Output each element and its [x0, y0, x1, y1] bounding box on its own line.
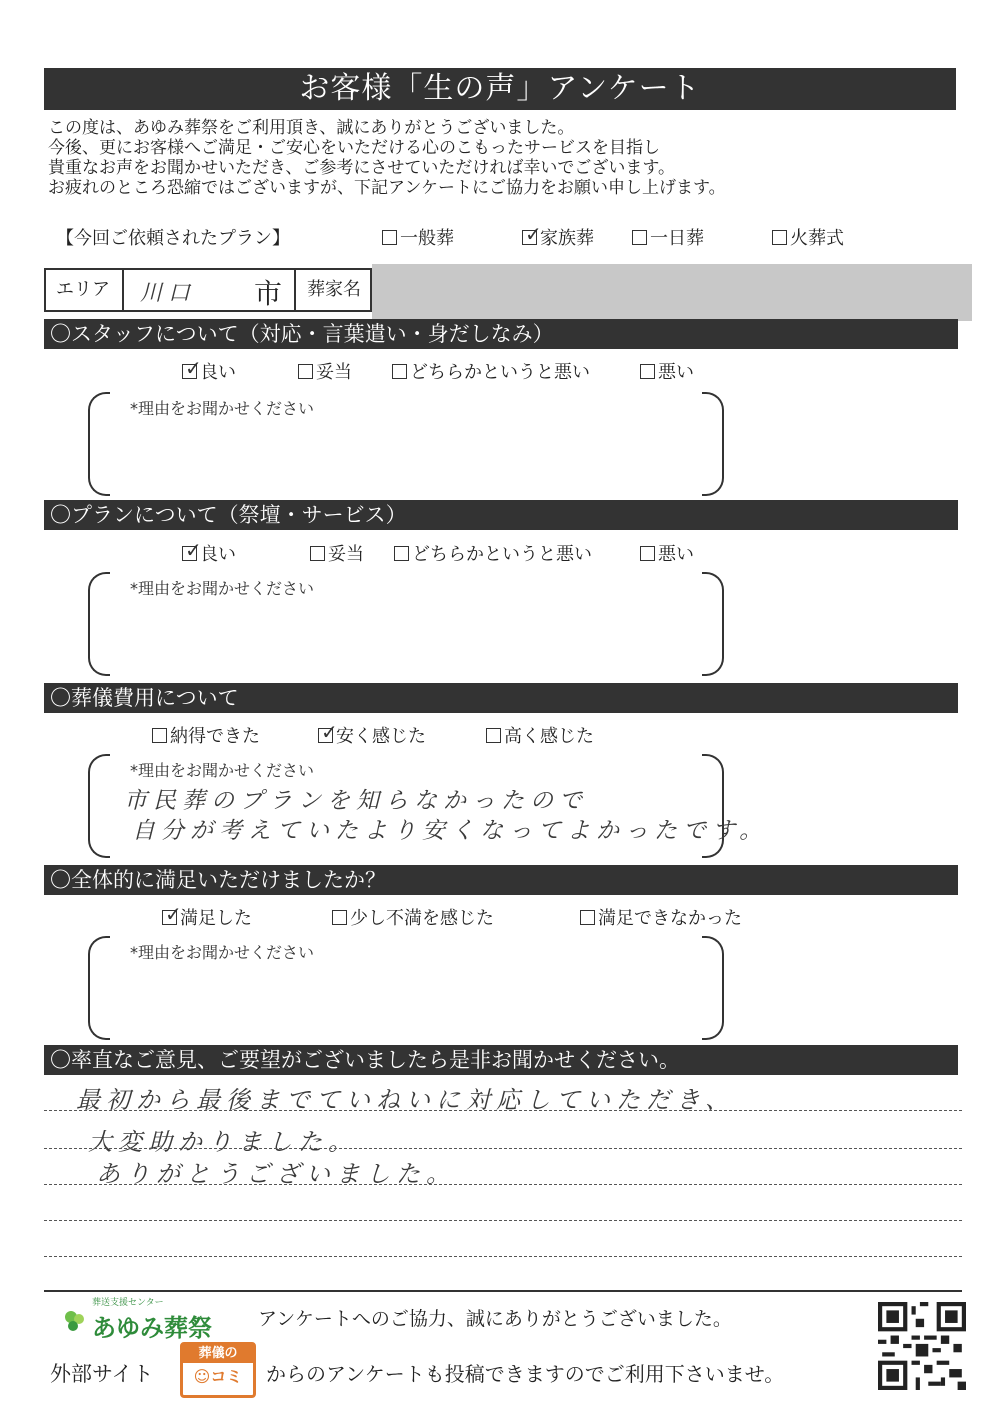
reason-box-right — [702, 392, 724, 496]
feedback-section-heading: 〇率直なご意見、ご要望がございましたら是非お聞かせください。 — [44, 1045, 958, 1075]
checkbox[interactable] — [310, 546, 325, 561]
plan-option-cremation[interactable] — [772, 224, 844, 250]
external-site-label: 外部サイト — [50, 1362, 154, 1386]
option-label: 納得できた — [170, 726, 260, 747]
option-label: 火葬式 — [790, 228, 844, 249]
badge-top-text: 葬儀の — [183, 1345, 253, 1363]
dotted-line — [44, 1184, 962, 1185]
survey-title: お客様「生の声」アンケート — [44, 68, 956, 110]
checkbox[interactable] — [392, 364, 407, 379]
reason-box-left — [88, 754, 110, 858]
city-suffix: 市 — [254, 277, 283, 310]
footer-divider — [44, 1290, 962, 1292]
plan-rating-somewhat-bad[interactable] — [394, 540, 592, 566]
plan-option-general[interactable] — [382, 224, 454, 250]
checkbox[interactable] — [152, 728, 167, 743]
option-label: 一日葬 — [650, 228, 704, 249]
overall-option-unsatisfied[interactable] — [580, 904, 742, 930]
logo-text: あゆみ葬祭 — [92, 1314, 212, 1342]
feedback-line: 最初から最後までていねいに対応していただき、 — [76, 1086, 736, 1114]
staff-option-fair[interactable] — [298, 358, 352, 384]
option-label: 悪い — [658, 544, 694, 565]
logo-subtitle: 葬送支援センター — [92, 1298, 164, 1308]
checkbox[interactable] — [182, 356, 202, 380]
reason-box-right — [702, 572, 724, 676]
dotted-line — [44, 1220, 962, 1221]
intro-text — [48, 118, 958, 198]
option-label: どちらかというと悪い — [412, 544, 592, 565]
option-label: どちらかというと悪い — [410, 362, 590, 383]
option-label: 良い — [200, 362, 236, 383]
checkbox[interactable] — [522, 222, 542, 246]
redacted-family-name — [372, 264, 972, 321]
plan-option-family[interactable] — [522, 224, 594, 250]
checkbox[interactable] — [394, 546, 409, 561]
review-site-badge[interactable] — [180, 1342, 256, 1398]
checkbox[interactable] — [640, 364, 655, 379]
reason-prompt: *理由をお聞かせください — [130, 761, 315, 780]
staff-option-somewhat-bad[interactable] — [392, 358, 590, 384]
checkbox[interactable] — [332, 910, 347, 925]
staff-section-heading: 〇スタッフについて（対応・言葉遣い・身だしなみ） — [44, 319, 958, 349]
checkbox[interactable] — [632, 230, 647, 245]
dotted-line — [44, 1110, 962, 1111]
checkbox[interactable] — [182, 538, 202, 562]
checkbox[interactable] — [162, 902, 182, 926]
reason-box-left — [88, 936, 110, 1040]
dotted-line — [44, 1148, 962, 1149]
reason-prompt: *理由をお聞かせください — [130, 399, 315, 418]
qr-code-icon[interactable] — [878, 1302, 966, 1390]
check-mark-icon: ✓ — [321, 720, 338, 744]
dotted-line — [44, 1256, 962, 1257]
option-label: 悪い — [658, 362, 694, 383]
reason-box-left — [88, 572, 110, 676]
area-label: エリア — [44, 268, 124, 312]
leaf-icon — [62, 1308, 88, 1334]
reason-prompt: *理由をお聞かせください — [130, 579, 315, 598]
plan-rating-good[interactable] — [182, 540, 236, 566]
plan-section-heading: 〇プランについて（祭壇・サービス） — [44, 500, 958, 530]
checkbox[interactable] — [318, 720, 338, 744]
checkbox[interactable] — [298, 364, 313, 379]
option-label: 妥当 — [316, 362, 352, 383]
reason-prompt: *理由をお聞かせください — [130, 943, 315, 962]
family-name-label: 葬家名 — [294, 268, 372, 312]
checkbox[interactable] — [382, 230, 397, 245]
company-logo — [62, 1298, 212, 1343]
plan-label: 【今回ご依頼されたプラン】 — [56, 228, 290, 249]
checkbox[interactable] — [486, 728, 501, 743]
plan-rating-bad[interactable] — [640, 540, 694, 566]
cost-section-heading: 〇葬儀費用について — [44, 683, 958, 713]
option-label: 良い — [200, 544, 236, 565]
cost-option-expensive[interactable] — [486, 722, 594, 748]
intro-line: 貴重なお声をお聞かせいただき、ご参考にさせていただければ幸いでございます。 — [48, 158, 675, 178]
option-label: 安く感じた — [336, 726, 426, 747]
option-label: 満足できなかった — [598, 908, 742, 929]
option-label: 高く感じた — [504, 726, 594, 747]
external-site-text: からのアンケートも投稿できますのでご利用下さいませ。 — [266, 1362, 785, 1386]
footer-thanks: アンケートへのご協力、誠にありがとうございました。 — [258, 1308, 732, 1330]
cost-comment-line: 市民葬のプランを知らなかったので — [124, 788, 588, 814]
staff-option-bad[interactable] — [640, 358, 694, 384]
feedback-line: 大変助かりました。 — [88, 1128, 358, 1156]
option-label: 妥当 — [328, 544, 364, 565]
checkbox[interactable] — [772, 230, 787, 245]
check-mark-icon: ✓ — [185, 356, 202, 380]
intro-line: 今後、更にお客様へご満足・ご安心をいただける心のこもったサービスを目指し — [48, 138, 660, 158]
check-mark-icon: ✓ — [525, 222, 542, 246]
option-label: 一般葬 — [400, 228, 454, 249]
plan-option-oneday[interactable] — [632, 224, 704, 250]
option-label: 少し不満を感じた — [350, 908, 494, 929]
overall-option-slightly-unsatisfied[interactable] — [332, 904, 494, 930]
option-label: 満足した — [180, 908, 252, 929]
overall-option-satisfied[interactable] — [162, 904, 252, 930]
checkbox[interactable] — [580, 910, 595, 925]
cost-option-cheap[interactable] — [318, 722, 426, 748]
check-mark-icon: ✓ — [165, 902, 182, 926]
check-mark-icon: ✓ — [185, 538, 202, 562]
cost-option-satisfied[interactable] — [152, 722, 260, 748]
cost-comment-line: 自分が考えていたより安くなってよかったです。 — [132, 818, 769, 844]
feedback-line: ありがとうございました。 — [96, 1160, 456, 1188]
badge-bottom-text: コミ — [210, 1367, 243, 1386]
overall-section-heading: 〇全体的に満足いただけましたか？ — [44, 865, 958, 895]
reason-box-right — [702, 936, 724, 1040]
plan-rating-fair[interactable] — [310, 540, 364, 566]
area-value: 川口 — [140, 281, 197, 306]
smile-icon: ☺ — [193, 1367, 211, 1386]
option-label: 家族葬 — [540, 228, 594, 249]
reason-box-left — [88, 392, 110, 496]
intro-line: この度は、あゆみ葬祭をご利用頂き、誠にありがとうございました。 — [48, 118, 575, 138]
staff-option-good[interactable] — [182, 358, 236, 384]
checkbox[interactable] — [640, 546, 655, 561]
intro-line: お疲れのところ恐縮ではございますが、下記アンケートにご協力をお願い申し上げます。 — [48, 178, 726, 198]
